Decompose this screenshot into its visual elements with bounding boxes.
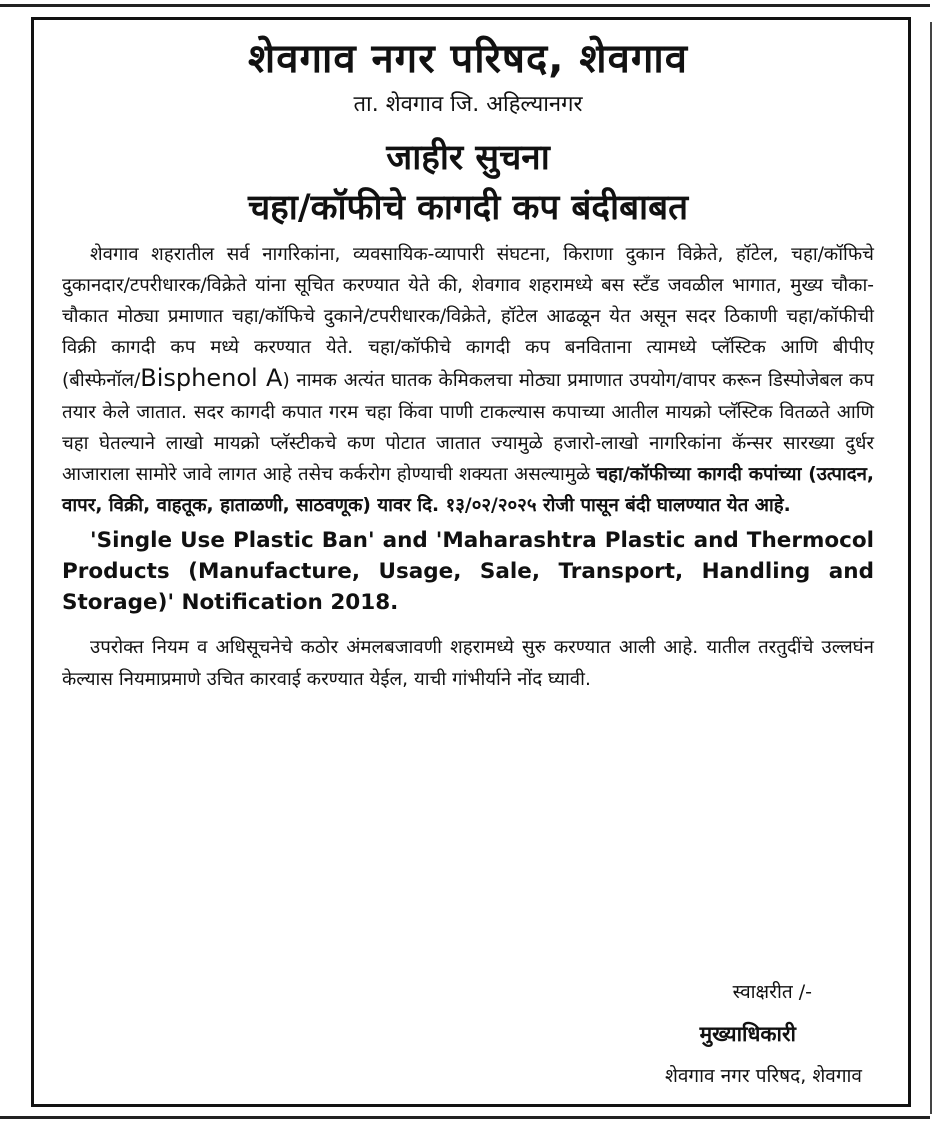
- bottom-rule: [0, 1116, 930, 1119]
- body-text: शेवगाव शहरातील सर्व नागरिकांना, व्यवसायिक-व्यापारी संघटना, किराणा दुकान विक्रेते, हॉटेल, चहा/कॉफिचे दुकानदार/टपरीधारक/विक्रेते यांना सूचित करण्यात येते की, शेवगाव शहरामध्ये बस स्टँड जवळील भागात, मुख्य चौका-चौकात मोठ्या प्रमाणात चहा/कॉफिचे दुकाने/टपरीधारक/विक्रेते, हॉटेल आढळून येत असून सदर ठिकाणी चहा/कॉफीची विक्री कागदी कप मध्ये करण्यात येते. चहा/कॉफीचे कागदी कप बनविताना त्यामध्ये प्लॅस्टिक आणि बीपीए (बीस्फेनॉल/: [62, 243, 874, 392]
- signed-label: स्वाक्षरीत /-: [732, 981, 812, 1003]
- notice-box: [31, 17, 911, 1107]
- closing-paragraph: उपरोक्त नियम व अधिसूचनेचे कठोर अंमलबजावणी शहरामध्ये सुरु करण्यात आली आहे. यातील तरतुदींचे उल्लघंन केल्यास नियमाप्रमाणे उचित कारवाई करण्यात येईल, याची गांभीर्याने नोंद घ्यावी.: [62, 637, 874, 690]
- notice-body: [62, 239, 874, 522]
- signatory-designation: मुख्याधिकारी: [699, 1022, 796, 1046]
- notice-title: जाहीर सुचना: [386, 138, 550, 178]
- ban-statement: चहा/कॉफीच्या कागदी कपांच्या (उत्पादन, वापर, विक्री, वाहतूक, हाताळणी, साठवणूक) यावर दि. १३/०२/२०२५ रोजी पासून बंदी घालण्यात येत आहे.: [62, 463, 874, 517]
- body-text-continued: ) नामक अत्यंत घातक केमिकलचा मोठ्या प्रमाणात उपयोग/वापर करून डिस्पोजेबल कप तयार केले जातात. सदर कागदी कपात गरम चहा किंवा पाणी टाकल्यास कपाच्या आतील मायक्रो प्लॅस्टिक वितळते आणि चहा घेतल्याने लाखो मायक्रो प्लॅस्टीकचे कण पोटात जातात ज्यामुळे हजारो-लाखो नागरिकांना कॅन्सर सारख्या दुर्धर आजाराला सामोरे जावे लागत आहे तसेच कर्करोग होण्याची शक्यता असल्यामुळे: [62, 370, 874, 485]
- org-name: शेवगाव नगर परिषद, शेवगाव: [248, 36, 688, 82]
- english-notification: 'Single Use Plastic Ban' and 'Maharashtra Plastic and Thermocol Products (Manufacture, Usage, Sale, Transport, Handling and Storage)' Notification 2018.: [62, 528, 874, 616]
- notice-subject: चहा/कॉफीचे कागदी कप बंदीबाबत: [247, 188, 689, 229]
- org-address: ता. शेवगाव जि. अहिल्यानगर: [353, 92, 583, 117]
- body-paragraph: [62, 239, 874, 522]
- bisphenol-term: Bisphenol A: [140, 364, 283, 393]
- signatory-office: शेवगाव नगर परिषद, शेवगाव: [664, 1065, 862, 1087]
- side-rule: [930, 22, 932, 1114]
- top-rule: [0, 4, 930, 7]
